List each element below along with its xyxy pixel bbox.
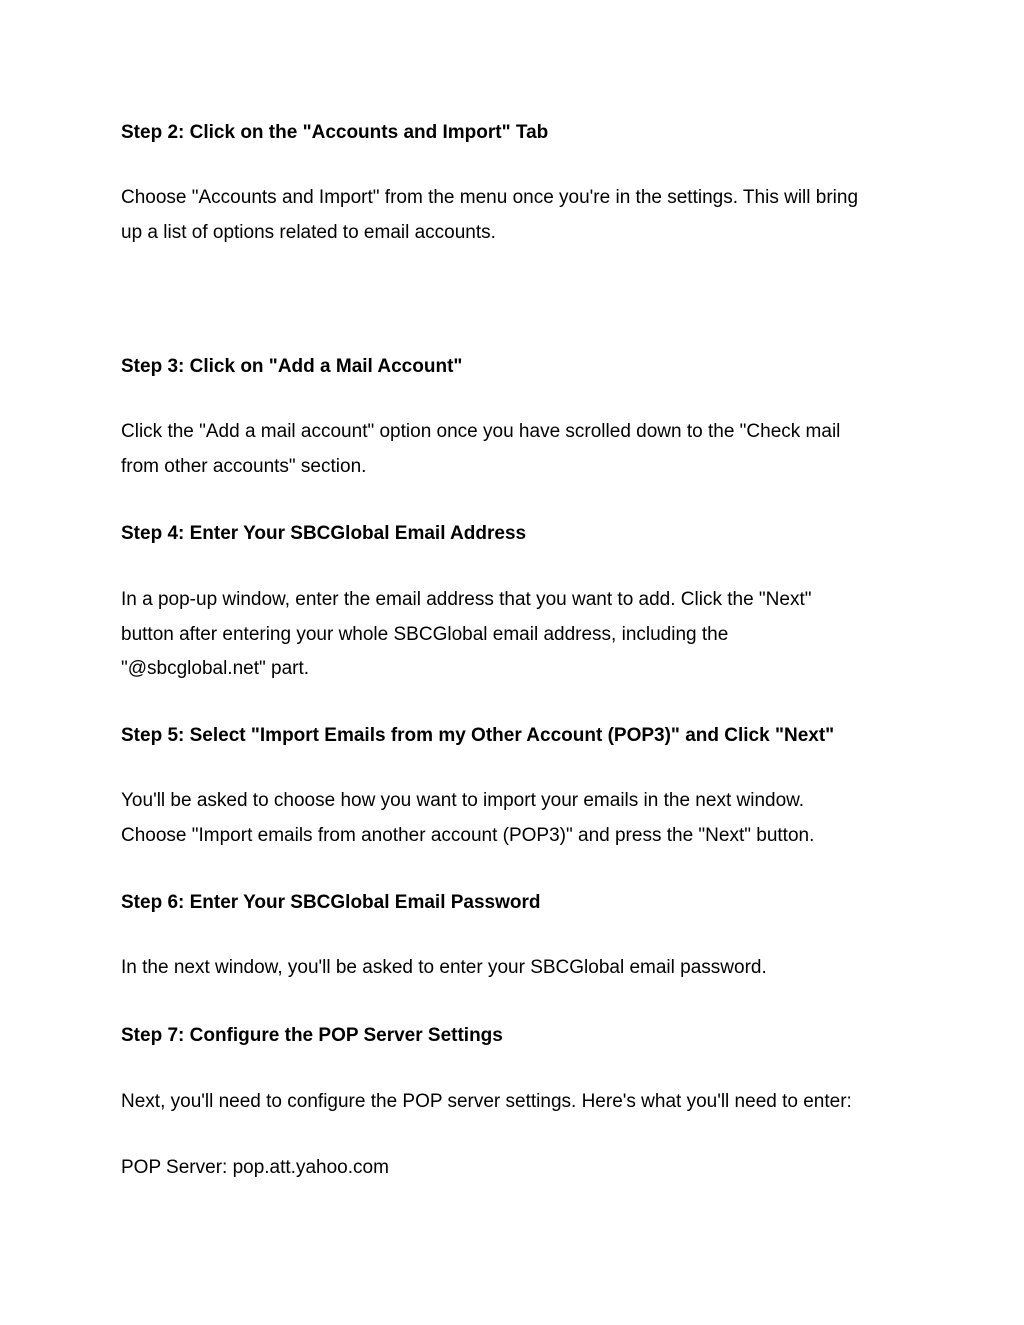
step-4-heading: Step 4: Enter Your SBCGlobal Email Address xyxy=(121,523,527,544)
step-2-line-2: up a list of options related to email accounts. xyxy=(121,221,496,243)
step-3-paragraph xyxy=(121,415,911,484)
step-5-line-1: You'll be asked to choose how you want to import your emails in the next window. xyxy=(121,790,805,811)
step-6-heading: Step 6: Enter Your SBCGlobal Email Password xyxy=(121,892,541,913)
step-7-line-1: Next, you'll need to configure the POP server settings. Here's what you'll need to enter: xyxy=(121,1091,852,1112)
step-4-line-3: "@sbcglobal.net" part. xyxy=(121,658,310,679)
step-5-paragraph xyxy=(121,784,911,853)
step-5-heading: Step 5: Select "Import Emails from my Other Account (POP3)" and Click "Next" xyxy=(121,725,835,746)
step-2-heading: Step 2: Click on the "Accounts and Import" Tab xyxy=(121,122,549,143)
step-4-line-2: button after entering your whole SBCGlobal email address, including the xyxy=(121,623,729,645)
step-4-paragraph xyxy=(121,583,911,687)
step-6-paragraph xyxy=(121,951,911,986)
step-3-line-2: from other accounts" section. xyxy=(121,455,367,477)
pop-server-line xyxy=(121,1151,911,1186)
step-7-heading: Step 7: Configure the POP Server Settings xyxy=(121,1025,503,1046)
pop-server-text: POP Server: pop.att.yahoo.com xyxy=(121,1157,389,1178)
step-2-line-1: Choose "Accounts and Import" from the menu once you're in the settings. This will bring xyxy=(121,187,859,208)
step-3-line-1: Click the "Add a mail account" option once you have scrolled down to the "Check mail xyxy=(121,421,841,442)
step-4-line-1: In a pop-up window, enter the email address that you want to add. Click the "Next" xyxy=(121,589,812,610)
step-3-heading: Step 3: Click on "Add a Mail Account" xyxy=(121,356,463,377)
step-5-line-2: Choose "Import emails from another account (POP3)" and press the "Next" button. xyxy=(121,824,815,846)
step-7-paragraph xyxy=(121,1085,911,1120)
step-6-line-1: In the next window, you'll be asked to enter your SBCGlobal email password. xyxy=(121,957,767,978)
step-2-paragraph xyxy=(121,181,911,250)
